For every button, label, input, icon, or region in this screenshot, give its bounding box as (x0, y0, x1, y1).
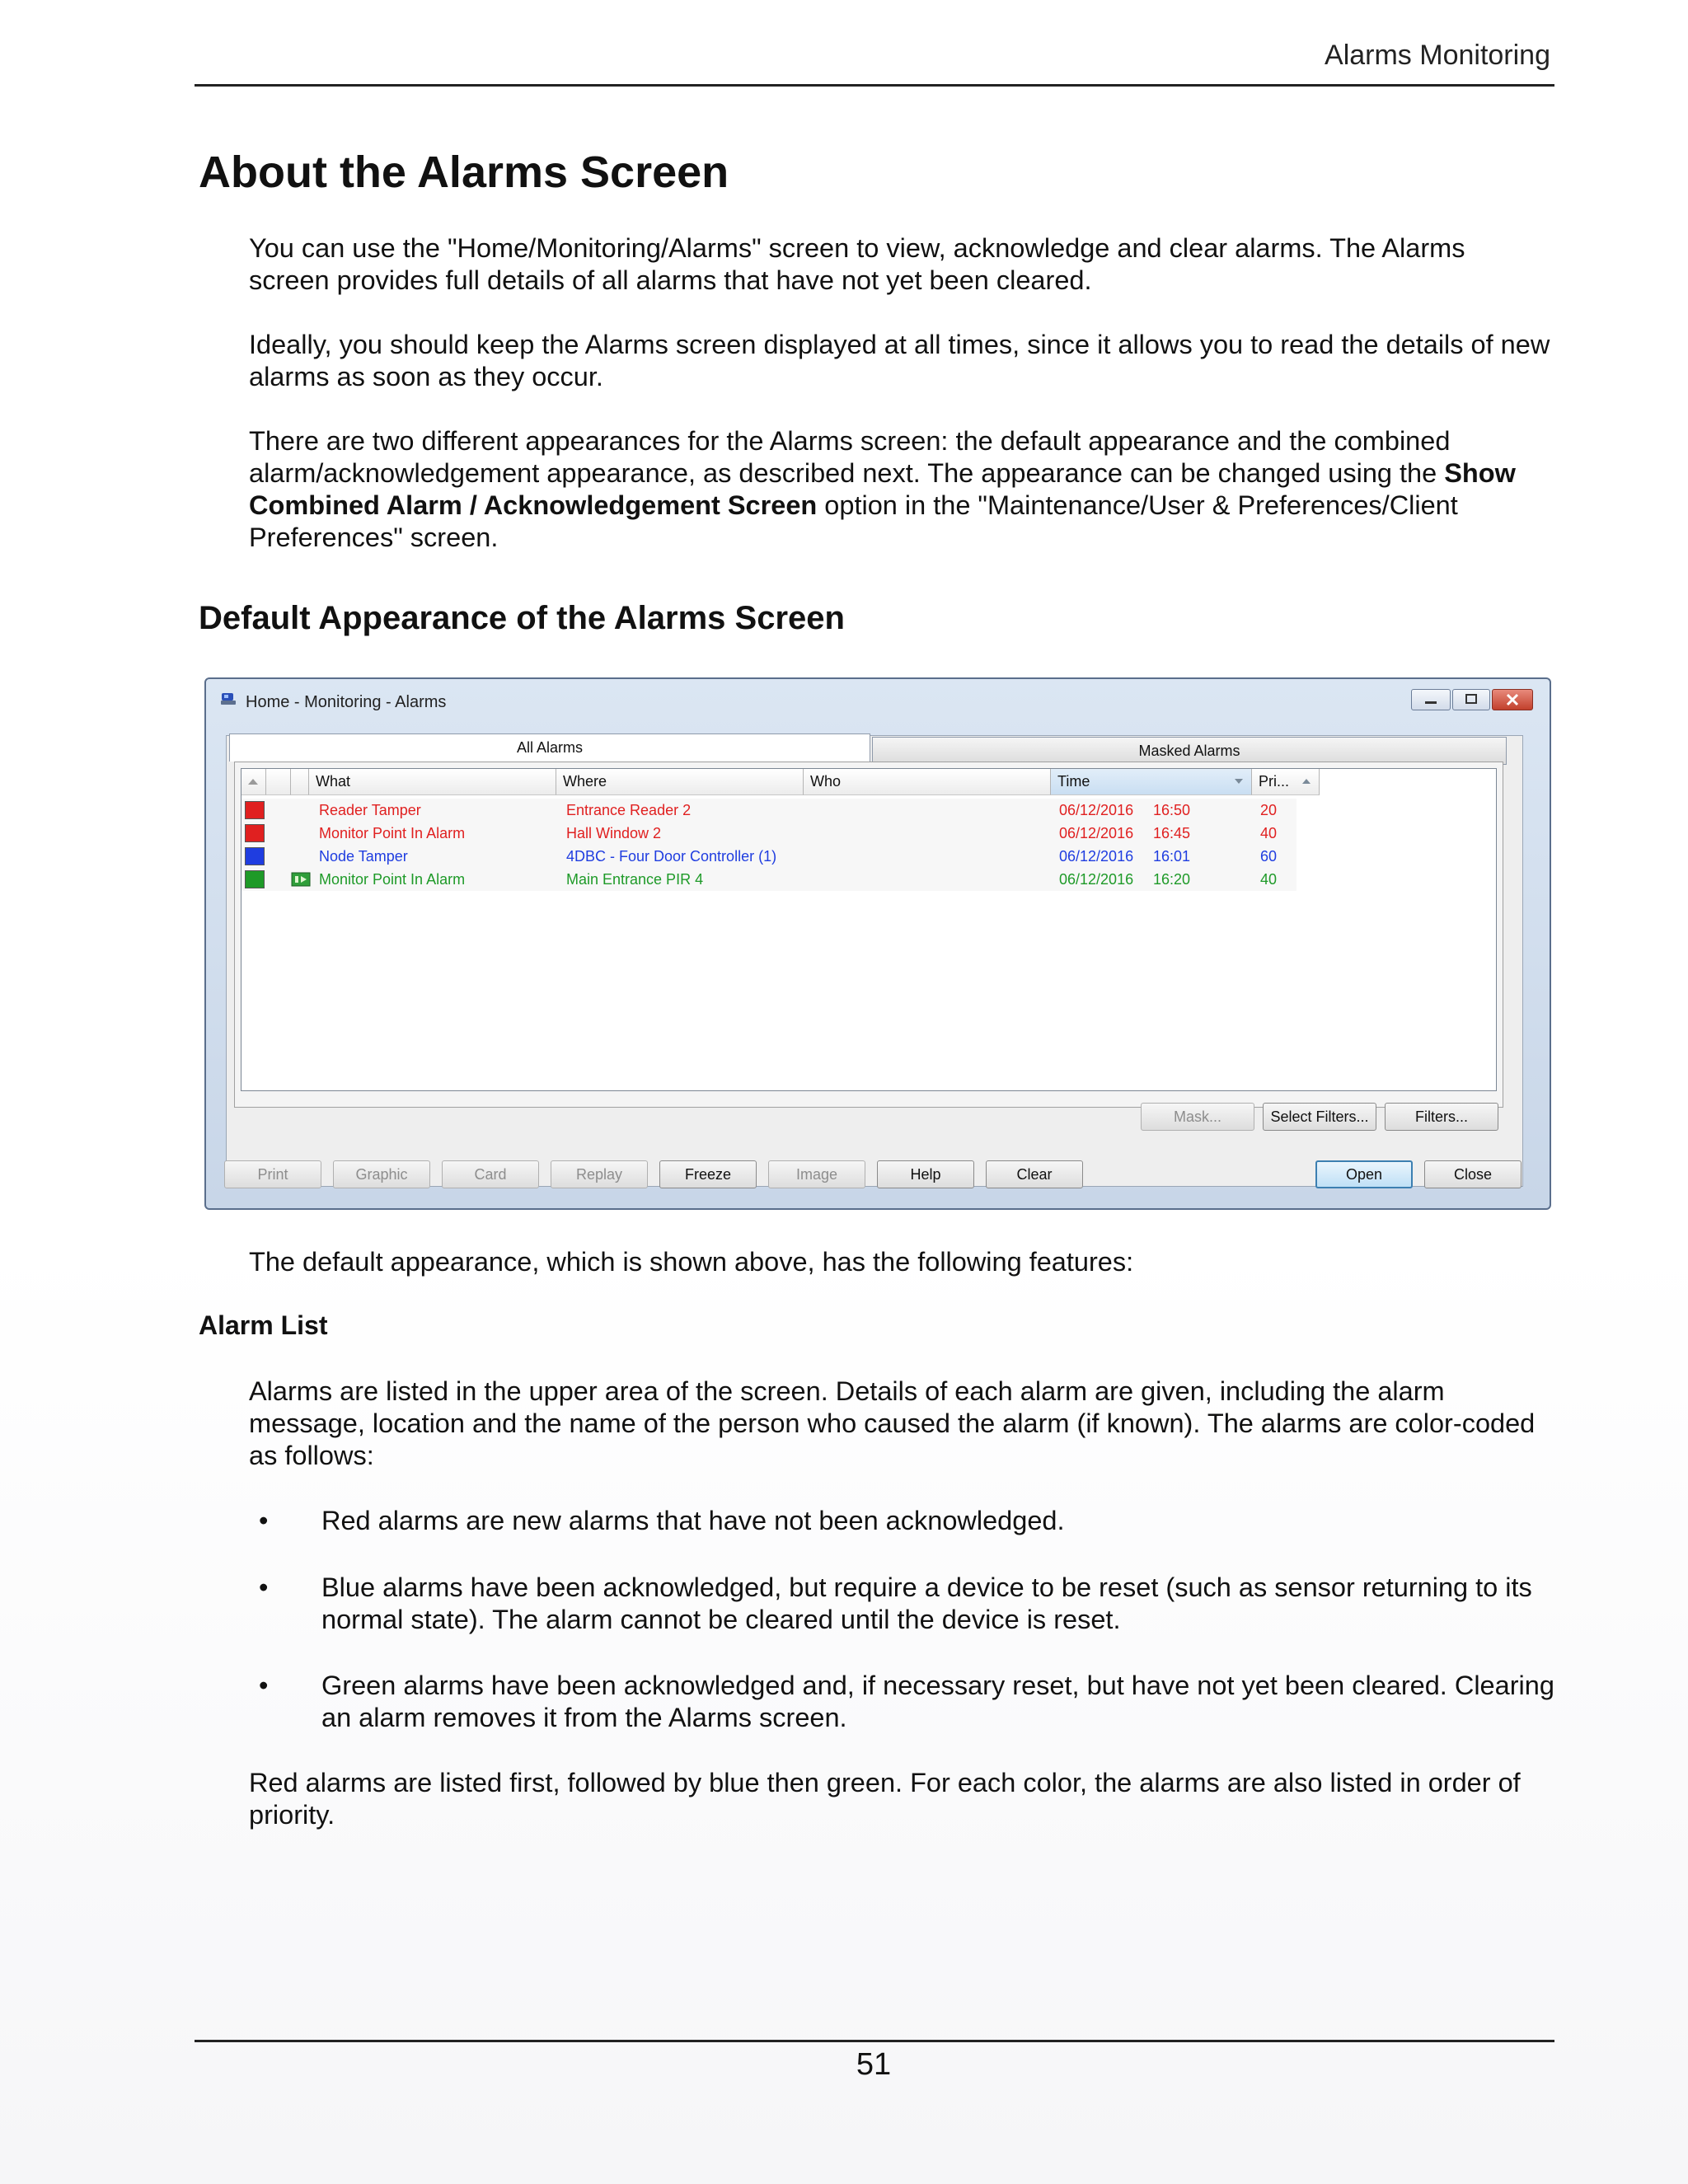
alarm-date: 06/12/2016 (1059, 825, 1134, 841)
alarm-time: 16:20 (1153, 871, 1191, 888)
bullet-glyph: • (259, 1506, 269, 1535)
card-button[interactable]: Card (442, 1160, 539, 1188)
bullet-glyph: • (259, 1671, 269, 1700)
replay-button[interactable]: Replay (551, 1160, 648, 1188)
alarm-priority: 20 (1260, 802, 1278, 818)
alarm-time: 16:50 (1153, 802, 1191, 818)
caption: The default appearance, which is shown above, has the following features: (249, 1247, 1134, 1277)
column-header-time[interactable] (1051, 769, 1252, 795)
alarm-priority: 60 (1260, 848, 1278, 865)
filters-button[interactable]: Filters... (1385, 1103, 1498, 1131)
clear-button[interactable]: Clear (986, 1160, 1083, 1188)
alarm-row[interactable] (241, 799, 1296, 822)
alarm-list[interactable] (241, 768, 1497, 1091)
alarm-time: 16:01 (1153, 848, 1191, 865)
header-rule (195, 84, 1554, 87)
app-icon (219, 690, 237, 708)
close-icon (1493, 690, 1532, 710)
video-icon (291, 871, 311, 888)
alarm-row[interactable] (241, 845, 1296, 868)
graphic-button[interactable]: Graphic (333, 1160, 430, 1188)
minimize-button[interactable] (1411, 689, 1451, 710)
help-button[interactable]: Help (877, 1160, 974, 1188)
alarm-what: Monitor Point In Alarm (319, 871, 466, 888)
column-header-time-label: Time (1057, 773, 1090, 790)
window-close-button[interactable] (1492, 689, 1533, 710)
alarm-color-marker (245, 847, 265, 865)
print-button[interactable]: Print (224, 1160, 321, 1188)
column-header-priority[interactable] (1252, 769, 1320, 795)
bullet-text: Green alarms have been acknowledged and, if necessary reset, but have not yet been cleared. Clearing an alarm removes it from the Alarms screen. (321, 1671, 1554, 1732)
window-title: Home - Monitoring - Alarms (246, 693, 447, 711)
alarm-what: Monitor Point In Alarm (319, 825, 466, 841)
alarm-color-marker (245, 870, 265, 888)
mask-button[interactable]: Mask... (1141, 1103, 1254, 1131)
tab-masked-alarms[interactable]: Masked Alarms (872, 737, 1507, 765)
alarm-date: 06/12/2016 (1059, 802, 1134, 818)
bullet-text: Blue alarms have been acknowledged, but require a device to be reset (such as sensor returning to its normal state). The alarm cannot be cleared until the device is reset. (321, 1572, 1532, 1634)
bullet-text: Red alarms are new alarms that have not been acknowledged. (321, 1506, 1065, 1535)
alarm-row[interactable] (241, 868, 1296, 891)
minimize-icon (1412, 690, 1450, 710)
maximize-button[interactable] (1452, 689, 1490, 710)
scroll-up-button[interactable] (241, 769, 266, 795)
column-header-icon[interactable] (266, 769, 291, 795)
section-title: Default Appearance of the Alarms Screen (199, 600, 845, 636)
alarm-row[interactable] (241, 822, 1296, 845)
running-header: Alarms Monitoring (1325, 40, 1550, 71)
sort-ascending-icon (1301, 777, 1312, 785)
column-header-who[interactable]: Who (804, 769, 1051, 795)
alarm-priority: 40 (1260, 871, 1278, 888)
intro-paragraph-3 (249, 425, 1551, 554)
intro-p3-text-b: option in the "Maintenance/User & Preferences/Client Preferences" screen. (249, 490, 1458, 552)
alarm-list-intro: Alarms are listed in the upper area of the screen. Details of each alarm are given, including the alarm message, location and the name of the person who caused the alarm (if known). The alarms are color-coded as follows: (249, 1376, 1536, 1470)
page-title: About the Alarms Screen (199, 148, 729, 197)
alarm-where: 4DBC - Four Door Controller (1) (566, 848, 777, 865)
restore-icon (1453, 690, 1489, 710)
tab-all-alarms[interactable]: All Alarms (229, 733, 870, 762)
alarm-what: Node Tamper (319, 848, 408, 865)
page-number: 51 (856, 2047, 892, 2082)
alarm-color-marker (245, 824, 265, 842)
alarm-date: 06/12/2016 (1059, 871, 1134, 888)
alarm-priority: 40 (1260, 825, 1278, 841)
intro-paragraph-2: Ideally, you should keep the Alarms screen displayed at all times, since it allows you to read the details of new alarms as soon as they occur. (249, 330, 1550, 391)
subsection-title: Alarm List (199, 1310, 328, 1340)
alarm-what: Reader Tamper (319, 802, 421, 818)
close-button[interactable]: Close (1424, 1160, 1522, 1188)
alarm-where: Main Entrance PIR 4 (566, 871, 704, 888)
alarm-date: 06/12/2016 (1059, 848, 1134, 865)
alarm-color-marker (245, 801, 265, 819)
select-filters-button[interactable]: Select Filters... (1263, 1103, 1376, 1131)
footer-rule (195, 2040, 1554, 2042)
column-header-where[interactable]: Where (556, 769, 804, 795)
column-header-status[interactable] (291, 769, 309, 795)
alarm-where: Entrance Reader 2 (566, 802, 692, 818)
alarm-where: Hall Window 2 (566, 825, 662, 841)
intro-p3-text-a: There are two different appearances for the Alarms screen: the default appearance and the combined alarm/acknowledgement appearance, as described next. The appearance can be changed using the (249, 426, 1451, 488)
alarm-time: 16:45 (1153, 825, 1191, 841)
sort-descending-icon (1233, 777, 1245, 785)
option-name: Show Combined Alarm / Acknowledgement Screen (249, 458, 1516, 520)
column-header-priority-label: Pri... (1259, 773, 1290, 790)
image-button[interactable]: Image (768, 1160, 865, 1188)
scroll-up-icon (241, 769, 265, 794)
bullet-glyph: • (259, 1572, 269, 1602)
alarms-window (204, 677, 1551, 1210)
freeze-button[interactable]: Freeze (659, 1160, 757, 1188)
open-button[interactable]: Open (1315, 1160, 1413, 1188)
closing-paragraph: Red alarms are listed first, followed by blue then green. For each color, the alarms are also listed in order of priority. (249, 1768, 1521, 1830)
intro-paragraph-1: You can use the "Home/Monitoring/Alarms" screen to view, acknowledge and clear alarms. The Alarms screen provides full details of all alarms that have not yet been cleared. (249, 233, 1465, 295)
column-header-what[interactable]: What (309, 769, 556, 795)
